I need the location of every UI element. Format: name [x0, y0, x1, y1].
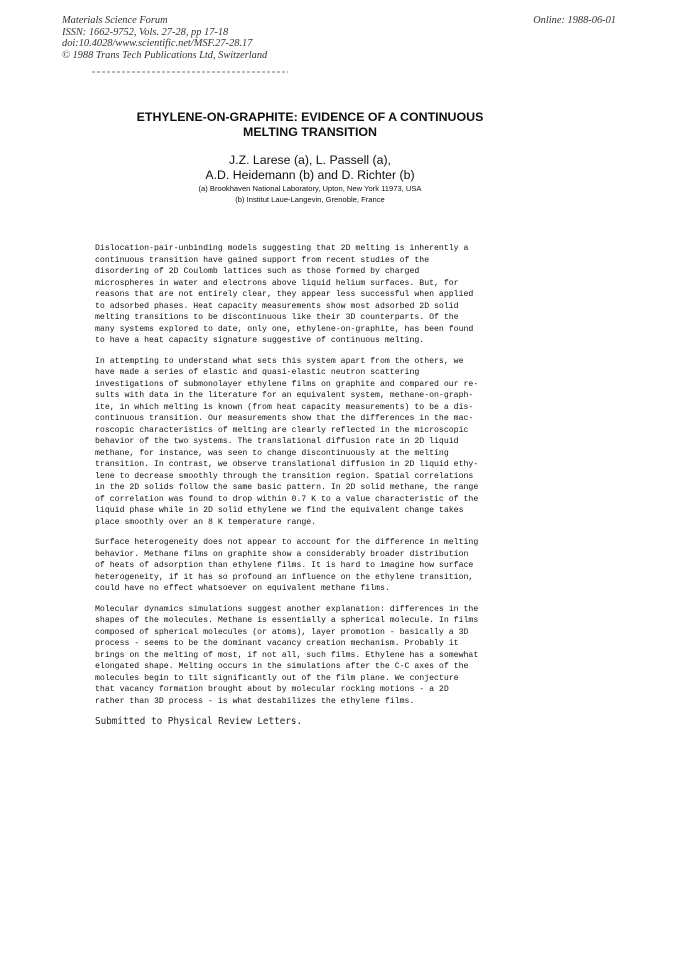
abstract-paragraph-3	[95, 537, 535, 595]
online-date: Online: 1988-06-01	[533, 15, 616, 26]
text-line: could have no effect whatsoever on equivalent methane films.	[95, 584, 390, 593]
text-line: of correlation was found to drop within 0.7 K to a value characteristic of the	[95, 494, 479, 504]
paper-title	[100, 110, 520, 139]
text-line: of heats of adsorption than ethylene films. It is hard to imagine how surface	[95, 561, 474, 570]
text-line: Dislocation-pair-unbinding models suggesting that 2D melting is inherently a	[95, 244, 469, 253]
text-line: Surface heterogeneity does not appear to account for the difference in melting	[95, 538, 479, 547]
text-line: brings on the melting of most, if not all, such films. Ethylene has a somewhat	[95, 650, 479, 660]
author-list	[100, 153, 520, 183]
journal-name: Materials Science Forum	[62, 15, 168, 26]
text-line: many systems explored to date, only one, ethylene-on-graphite, has been found	[95, 324, 474, 334]
text-line: continuous transition. Our measurements show that the differences in the mac-	[95, 414, 474, 423]
text-line: liquid phase while in 2D solid ethylene we find the equivalent change takes	[95, 506, 464, 515]
text-line: have made a series of elastic and quasi-elastic neutron scattering	[95, 368, 420, 377]
text-line: rather than 3D process - is what destabilizes the ethylene films.	[95, 696, 415, 706]
text-line: in the 2D solids follow the same basic pattern. In 2D solid methane, the range	[95, 483, 479, 492]
text-line: methane, for instance, was seen to change discontinuously at the melting	[95, 448, 449, 458]
text-line: roscopic characteristics of melting are clearly reflected in the microscopic	[95, 425, 469, 435]
text-line: transition. In contrast, we observe translational diffusion in 2D liquid ethy-	[95, 460, 479, 469]
text-line: reasons that are not entirely clear, they appear less successful when applied	[95, 290, 474, 299]
abstract-paragraph-1	[95, 243, 535, 347]
authors-line-1: J.Z. Larese (a), L. Passell (a),	[229, 153, 391, 167]
affiliation-b: (b) Institut Laue-Langevin, Grenoble, France	[235, 195, 385, 205]
submission-note: Submitted to Physical Review Letters.	[95, 716, 303, 727]
title-line-1: ETHYLENE-ON-GRAPHITE: EVIDENCE OF A CONTINUOUS	[136, 110, 484, 124]
text-line: continuous transition have gained support from recent studies of the	[95, 255, 430, 265]
text-line: ite, in which melting is known (from heat capacity measurements) to be a dis-	[95, 402, 474, 412]
text-line: elongated shape. Melting occurs in the simulations after the C-C axes of the	[95, 662, 469, 671]
text-line: to adsorbed phases. Heat capacity measurements show most adsorbed 2D solid	[95, 301, 459, 311]
text-line: to have a heat capacity signature suggestive of continuous melting.	[95, 336, 425, 345]
text-line: behavior of the two systems. The translational diffusion rate in 2D liquid	[95, 437, 459, 446]
text-line: that vacancy formation brought about by molecular rocking motions - a 2D	[95, 685, 449, 694]
title-line-2: MELTING TRANSITION	[243, 124, 377, 139]
text-line: shapes of the molecules. Methane is essentially a spherical molecule. In films	[95, 616, 479, 625]
abstract-body	[95, 243, 535, 716]
copyright-line: © 1988 Trans Tech Publications Ltd, Switzerland	[62, 49, 268, 61]
authors-line-2: A.D. Heidemann (b) and D. Richter (b)	[205, 167, 415, 182]
text-line: microspheres in water and electrons above liquid helium surfaces. But, for	[95, 278, 459, 288]
text-line: disordering of 2D Coulomb lattices such as those formed by charged	[95, 267, 420, 276]
text-line: process - seems to be the dominant vacancy creation mechanism. Probably it	[95, 639, 459, 648]
scanned-cutoff-line	[92, 71, 288, 73]
text-line: composed of spherical molecules (or atoms), layer promotion - basically a 3D	[95, 627, 469, 637]
affiliation-a: (a) Brookhaven National Laboratory, Upton, New York 11973, USA	[198, 184, 422, 193]
text-line: place smoothly over an 8 K temperature range.	[95, 517, 317, 527]
text-line: Molecular dynamics simulations suggest another explanation: differences in the	[95, 604, 479, 614]
issn-line: ISSN: 1662-9752, Vols. 27-28, pp 17-18	[62, 26, 229, 38]
affiliation-list	[100, 183, 520, 205]
text-line: behavior. Methane films on graphite show a considerably broader distribution	[95, 549, 469, 559]
text-line: heterogeneity, if it has so profound an influence on the ethylene transition,	[95, 572, 474, 582]
publication-header	[62, 15, 267, 61]
text-line: molecules begin to tilt significantly out of the film plane. We conjecture	[95, 673, 459, 683]
text-line: melting transitions to be discontinuous like their 3D counterparts. Of the	[95, 313, 459, 322]
abstract-paragraph-4	[95, 604, 535, 708]
text-line: sults with data in the literature for an equivalent system, methane-on-graph-	[95, 391, 474, 400]
text-line: lene to decrease smoothly through the transition region. Spatial correlations	[95, 471, 474, 481]
text-line: In attempting to understand what sets this system apart from the others, we	[95, 356, 464, 366]
abstract-paragraph-2	[95, 356, 535, 529]
text-line: investigations of submonolayer ethylene films on graphite and compared our re-	[95, 379, 479, 389]
doi-line: doi:10.4028/www.scientific.net/MSF.27-28.17	[62, 38, 253, 50]
